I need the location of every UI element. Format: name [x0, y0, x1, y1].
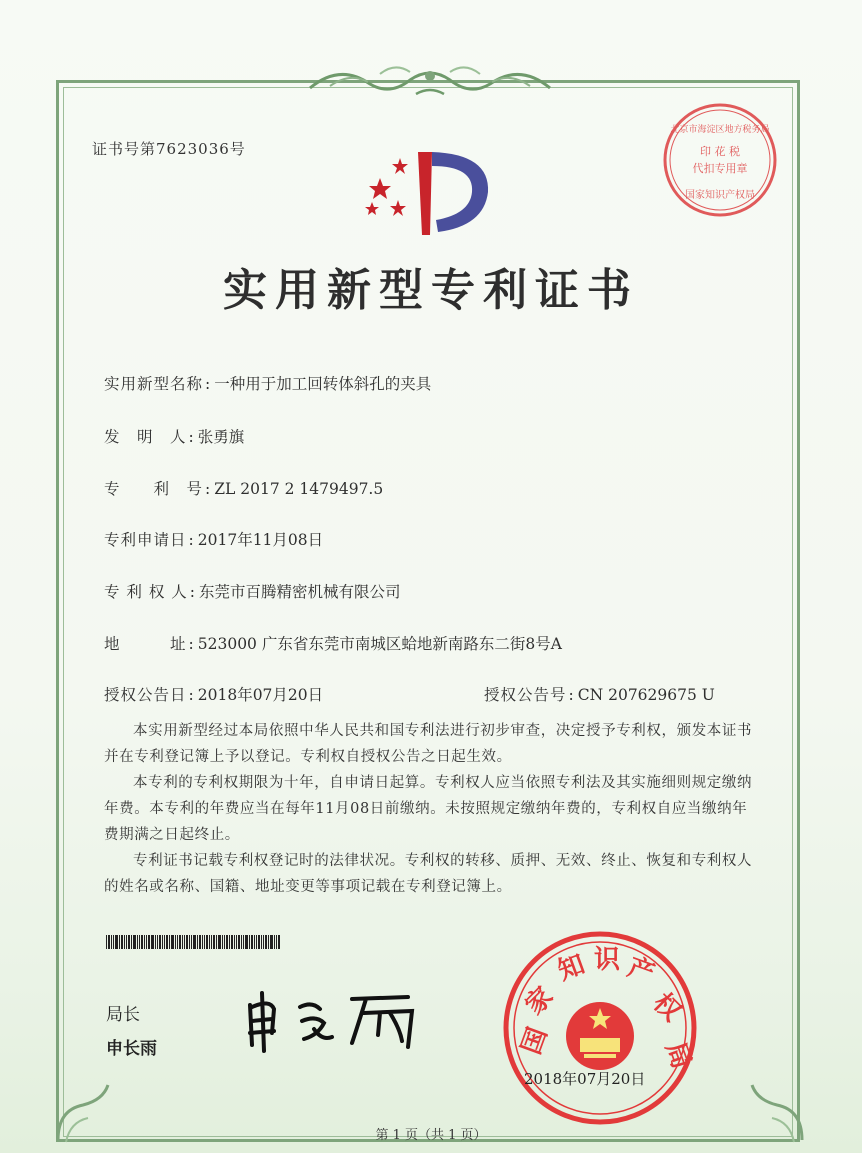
barcode-bar — [124, 935, 125, 949]
svg-text:知: 知 — [554, 949, 589, 987]
barcode-bar — [141, 935, 143, 949]
barcode-bar — [197, 935, 198, 949]
barcode-bar — [193, 935, 196, 949]
svg-text:家: 家 — [519, 981, 560, 1021]
national-ipa-seal — [500, 928, 700, 1128]
barcode-bar — [159, 935, 161, 949]
svg-text:国家知识产权局: 国家知识产权局 — [685, 190, 755, 201]
barcode-bar — [265, 935, 267, 949]
patent-office-logo-icon — [360, 140, 495, 240]
field-name-value: 一种用于加工回转体斜孔的夹具 — [214, 375, 432, 393]
barcode-bar — [222, 935, 223, 949]
barcode-bar — [108, 935, 110, 949]
tax-seal-stamp — [660, 100, 780, 220]
field-inventor-value: 张勇旗 — [197, 428, 245, 446]
barcode-bar — [236, 935, 237, 949]
certificate-title: 实用新型专利证书 — [223, 265, 639, 316]
barcode-bar — [256, 935, 257, 949]
field-patentee: 专 利 权 人 : 东莞市百腾精密机械有限公司 — [104, 580, 401, 602]
barcode-bar — [206, 935, 208, 949]
barcode-bar — [211, 935, 212, 949]
barcode-bar — [270, 935, 273, 949]
certificate-body — [104, 718, 754, 900]
barcode-bar — [164, 935, 165, 949]
barcode-bar — [111, 935, 112, 949]
barcode-bar — [139, 935, 140, 949]
barcode-bar — [209, 935, 210, 949]
field-name-label: 实用新型名称 — [104, 375, 204, 393]
barcode-bar — [184, 935, 185, 949]
barcode-bar — [263, 935, 264, 949]
barcode-bar — [274, 935, 275, 949]
barcode-bar — [238, 935, 240, 949]
barcode-bar — [251, 935, 253, 949]
field-patent-no-label: 专 利 号 — [104, 480, 204, 498]
field-grant-date-label: 授权公告日 — [104, 686, 187, 704]
field-grant-date-value: 2018年07月20日 — [197, 686, 324, 704]
barcode-bar — [245, 935, 248, 949]
field-patent-no-value: ZL 2017 2 1479497.5 — [214, 480, 384, 498]
body-paragraph: 专利证书记载专利权登记时的法律状况。专利权的转移、质押、无效、终止、恢复和专利权人的姓名或名称、国籍、地址变更等事项记载在专利登记簿上。 — [104, 853, 753, 895]
barcode-bar — [115, 935, 118, 949]
barcode-bar — [241, 935, 242, 949]
barcode-bar — [175, 935, 176, 949]
field-grant-no: 授权公告号 : CN 207629675 U — [484, 683, 715, 705]
barcode-bar — [191, 935, 192, 949]
barcode-bar — [243, 935, 244, 949]
barcode-bar — [128, 935, 130, 949]
svg-text:局: 局 — [659, 1038, 697, 1073]
certificate-number: 证书号第7623036号 — [92, 140, 246, 158]
svg-text:识: 识 — [594, 945, 621, 975]
barcode-bar — [218, 935, 221, 949]
body-paragraph: 本实用新型经过本局依照中华人民共和国专利法进行初步审查，决定授予专利权，颁发本证书并在专利登记簿上予以登记。专利权自授权公告之日起生效。 — [104, 723, 753, 765]
field-filing-date-value: 2017年11月08日 — [197, 531, 324, 549]
barcode-bar — [121, 935, 123, 949]
field-patentee-label: 专 利 权 人 — [104, 583, 188, 601]
field-patent-no: 专 利 号 : ZL 2017 2 1479497.5 — [104, 477, 383, 499]
svg-text:产: 产 — [623, 952, 659, 990]
svg-text:印 花 税: 印 花 税 — [700, 145, 740, 158]
field-address: 地 址 : 523000 广东省东莞市南城区蛤地新南路东二街8号A — [104, 632, 562, 654]
barcode-bar — [131, 935, 132, 949]
barcode-bar — [177, 935, 178, 949]
barcode-bar — [276, 935, 277, 949]
barcode-bar — [171, 935, 174, 949]
barcode-bar — [249, 935, 250, 949]
barcode-bar — [162, 935, 163, 949]
svg-text:北京市海淀区地方税务局: 北京市海淀区地方税务局 — [670, 125, 770, 135]
barcode-bar — [169, 935, 170, 949]
barcode-bar — [254, 935, 255, 949]
barcode-bar — [106, 935, 107, 949]
director-title: 局长 — [106, 1005, 140, 1025]
field-grant-no-label: 授权公告号 — [484, 686, 567, 704]
page-footer: 第 1 页（共 1 页） — [375, 1128, 487, 1143]
field-grant-no-value: CN 207629675 U — [577, 686, 715, 704]
field-filing-date: 专利申请日 : 2017年11月08日 — [104, 528, 323, 550]
field-name: 实用新型名称 : 一种用于加工回转体斜孔的夹具 — [104, 372, 431, 394]
barcode-bar — [258, 935, 260, 949]
field-address-value: 523000 广东省东莞市南城区蛤地新南路东二街8号A — [197, 635, 562, 653]
barcode-bar — [148, 935, 150, 949]
barcode-bar — [199, 935, 201, 949]
svg-text:代扣专用章: 代扣专用章 — [692, 162, 748, 175]
barcode-bar — [202, 935, 203, 949]
field-inventor: 发 明 人 : 张勇旗 — [104, 425, 244, 447]
field-address-label: 地 址 — [104, 635, 187, 653]
director-name: 申长雨 — [106, 1039, 157, 1059]
barcode-bar — [186, 935, 188, 949]
field-grant-date: 授权公告日 : 2018年07月20日 — [104, 683, 323, 705]
body-paragraph: 本专利的专利权期限为十年，自申请日起算。专利权人应当依照专利法及其实施细则规定缴纳年费。本专利的年费应当在每年11月08日前缴纳。未按照规定缴纳年费的，专利权自应当缴纳年费期满之日起终止。 — [104, 775, 753, 843]
barcode — [106, 935, 322, 949]
field-inventor-label: 发 明 人 — [104, 428, 187, 446]
barcode-bar — [216, 935, 217, 949]
barcode-bar — [151, 935, 154, 949]
barcode-bar — [155, 935, 156, 949]
barcode-bar — [229, 935, 230, 949]
barcode-bar — [157, 935, 158, 949]
barcode-bar — [179, 935, 181, 949]
seal-date: 2018年07月20日 — [524, 1070, 646, 1088]
barcode-bar — [226, 935, 228, 949]
director-signature — [240, 985, 430, 1055]
barcode-bar — [146, 935, 147, 949]
barcode-bar — [182, 935, 183, 949]
barcode-bar — [234, 935, 235, 949]
svg-text:权: 权 — [647, 987, 687, 1028]
barcode-bar — [213, 935, 215, 949]
barcode-bar — [119, 935, 120, 949]
barcode-bar — [224, 935, 225, 949]
barcode-bar — [261, 935, 262, 949]
field-filing-date-label: 专利申请日 — [104, 531, 187, 549]
barcode-bar — [113, 935, 114, 949]
barcode-bar — [278, 935, 280, 949]
svg-text:国: 国 — [516, 1023, 554, 1059]
barcode-bar — [189, 935, 190, 949]
field-patentee-value: 东莞市百腾精密机械有限公司 — [199, 583, 401, 601]
barcode-bar — [137, 935, 138, 949]
barcode-bar — [126, 935, 127, 949]
barcode-bar — [231, 935, 233, 949]
barcode-bar — [144, 935, 145, 949]
barcode-bar — [268, 935, 269, 949]
barcode-bar — [133, 935, 136, 949]
barcode-bar — [204, 935, 205, 949]
barcode-bar — [166, 935, 168, 949]
top-ornament — [300, 58, 560, 102]
